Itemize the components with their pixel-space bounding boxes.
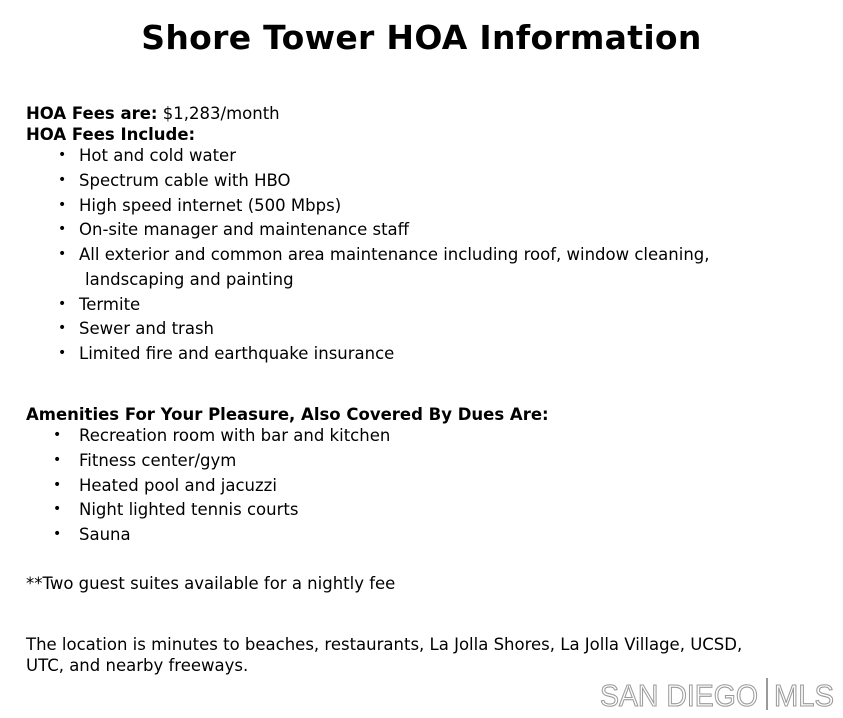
location-line-2: UTC, and nearby freeways.	[26, 656, 249, 675]
logo-text-left: SAN DIEGO	[600, 678, 758, 711]
location-line-1: The location is minutes to beaches, restaurants, La Jolla Shores, La Jolla Village, UCSD,	[26, 635, 743, 654]
amenities-heading: Amenities For Your Pleasure, Also Covered By Dues Are:	[26, 405, 549, 424]
hoa-fees-label: HOA Fees are:	[26, 104, 158, 123]
logo-text-right: MLS	[774, 678, 834, 711]
page-title: Shore Tower HOA Information	[141, 18, 702, 57]
guest-suites-note: **Two guest suites available for a nightly fee	[26, 574, 396, 593]
hoa-fees-include-label: HOA Fees Include:	[26, 125, 196, 144]
hoa-fees-line	[26, 103, 280, 124]
hoa-fees-value: $1,283/month	[162, 104, 280, 123]
san-diego-mls-logo	[600, 677, 836, 711]
